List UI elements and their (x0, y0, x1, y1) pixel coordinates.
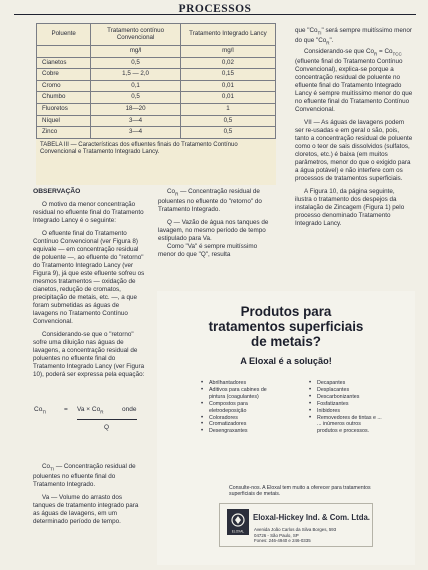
paragraph: VII — As águas de lavagens podem ser re-usadas e em geral o são, pois, tanto a concentração residual de poluente como o teor de sais dissolvidos (sulfatos, cloretos, etc.) é baixa (em muitos parâmetros, menor do que o exigido para a água potável) e não interfere com os processos de tratamentos superficiais. (295, 118, 413, 182)
fraction-bar (77, 419, 137, 420)
ad-headline: Produtos para tratamentos superficiais de metais? (208, 304, 364, 349)
unit-cell: mg/l (91, 46, 181, 58)
ad-subheadline: A Eloxal é a solução! (240, 356, 332, 366)
list-item: • Inibidores (309, 407, 340, 414)
table-row (37, 103, 276, 115)
equation-numerator: $Va \times Co_R$ (77, 406, 104, 415)
column-3 (295, 27, 413, 228)
paragraph: O efluente final do Tratamento Contínuo Convencional (ver Figura 8) equivale — em concentração residual de poluente —, ao efluente do "retorno" do Tratamento Integrado Lancy (ver Figura 9), já que este efluente sofreu os mesmos tratamentos — oxidação de cianetos, redução de cromatos, precipitação de metais, etc. —, a que foram submetidas as águas de lavagens no Tratamento Contínuo Convencional. (33, 230, 145, 325)
col-header-pollutant: Poluente (37, 24, 91, 46)
lancy-value: 0,01 (180, 80, 275, 92)
list-item: • Compostos para (201, 400, 248, 407)
pollutant-name: Níquel (37, 115, 91, 127)
pollutant-name: Cianetos (37, 57, 91, 69)
list-item: • Fosfatizantes (309, 400, 349, 407)
definition: Va — Volume do arrasto dos tanques de tratamento integrado para as águas de lavagens, em um determinado período de tempo. (33, 494, 139, 526)
unit-cell: mg/l (180, 46, 275, 58)
company-name: Eloxal-Hickey Ind. & Com. Ltda. (253, 513, 370, 522)
table-row (37, 115, 276, 127)
list-item: pintura (coagulantes) (209, 393, 259, 400)
paragraph: A Figura 10, da página seguinte, ilustra o tratamento dos despejos da instalação de Zincagem (Figura 1) pelo processo denominado Tratamento Integrado Lancy. (295, 187, 405, 227)
list-item: produtos e processos. (317, 428, 370, 435)
list-item: • Descarbonizantes (309, 393, 360, 400)
lancy-value: 0,01 (180, 92, 275, 104)
table-iii (36, 23, 276, 185)
definition: $Co_R$ — Concentração residual de poluentes no efluente do "retorno" do Tratamento Integrado. (158, 188, 262, 214)
pollutant-name: Cromo (37, 80, 91, 92)
column-2 (158, 188, 276, 259)
conventional-value: 0,5 (91, 57, 181, 69)
list-item: • Removedores de tintas e ... (309, 414, 382, 421)
list-item: • Aditivos para cabines de (201, 386, 267, 393)
conventional-value: 3—4 (91, 115, 181, 127)
conventional-value: 0,5 (91, 92, 181, 104)
company-address: Avenida João Carlos da Silva Borges, 593 04726 - São Paulo, SP Fones: 246-4940 e 246-0335 (254, 527, 337, 544)
list-item: eletrodeposição (209, 407, 247, 414)
paragraph: que "$Co_{TI}$" será sempre muitíssimo menor do que "$Co_R$". (295, 27, 412, 46)
table-caption: TABELA III — Características dos efluentes finais do Tratamento Contínuo Convencional e Tratamento Integrado Lancy. (40, 141, 238, 156)
paragraph: Considerando-se que o "retorno" sofre uma diluição nas águas de lavagens, a concentração residual de poluentes no efluente final do Tratamento Integrado Lancy (ver Figura 10), poderá ser expressa pela equação: (33, 331, 145, 378)
conventional-value: 0,1 (91, 80, 181, 92)
conventional-value: 3—4 (91, 127, 181, 139)
list-item: • Cromatizadores (201, 421, 247, 428)
definition: Q — Vazão de água nos tanques de lavagem, no mesmo período de tempo estipulado para Va. (158, 219, 269, 243)
equation-denominator: Q (104, 424, 110, 431)
paragraph: O motivo da menor concentração residual no efluente final do Tratamento Integrado Lancy é o seguinte: (33, 201, 144, 224)
conventional-value: 1,5 — 2,0 (91, 69, 181, 81)
lancy-value: 0,5 (180, 127, 275, 139)
equation-lhs: $Co_{TI}$ (34, 406, 47, 415)
paragraph: Como "Va" é sempre muitíssimo menor do que "Q", resulta (158, 243, 258, 259)
svg-text:ELOXAL: ELOXAL (231, 529, 245, 534)
list-item: • Coloradores (201, 414, 238, 421)
column-1-definitions (33, 463, 145, 526)
list-item: • Desplacantes (309, 386, 350, 393)
pollutant-name: Fluoretos (37, 103, 91, 115)
lancy-value: 0,5 (180, 115, 275, 127)
definition: $Co_{TI}$ — Concentração residual de poluentes no efluente final do Tratamento Integrado. (33, 463, 136, 489)
lancy-value: 1 (180, 103, 275, 115)
list-item: • Abrilhantadores (201, 380, 247, 386)
conventional-value: 18—20 (91, 103, 181, 115)
product-list-right (309, 380, 409, 435)
ad-consult-text: Consulte-nos. A Eloxal tem muito a oferecer para tratamentos superficiais de metais. (229, 485, 371, 498)
product-list-left (201, 380, 301, 435)
pollutant-name: Chumbo (37, 92, 91, 104)
col-header-lancy: Tratamento Integrado Lancy (180, 24, 275, 46)
paragraph: Considerando-se que $Co_R = Co_{TCC}$ (efluente final do Tratamento Contínuo Convencional), explica-se porque a concentração residual de poluente no efluente final do Tratamento Integrado Lancy é sempre muitíssimo menor do que no efluente final do Tratamento Contínuo Convencional. (295, 47, 413, 113)
lancy-value: 0,02 (180, 57, 275, 69)
table-row (37, 80, 276, 92)
header-rule (14, 14, 416, 15)
list-item: • Decapantes (309, 380, 346, 386)
unit-cell (37, 46, 91, 58)
table-row (37, 57, 276, 69)
list-item: ... inúmeros outros (317, 421, 361, 428)
equation-equals: = (64, 406, 68, 413)
equation (34, 402, 144, 450)
pollutant-table (36, 23, 276, 139)
table-row (37, 69, 276, 81)
section-title: PROCESSOS (178, 3, 252, 15)
observation-heading: OBSERVAÇÃO (33, 188, 81, 195)
col-header-conventional: Tratamento contínuo Convencional (91, 24, 181, 46)
table-row (37, 92, 276, 104)
column-1 (33, 188, 145, 379)
lancy-value: 0,15 (180, 69, 275, 81)
eloxal-logo (227, 509, 249, 535)
eloxal-advertisement (157, 291, 415, 565)
equation-where: onde (122, 406, 137, 413)
list-item: • Desengraxantes (201, 428, 248, 435)
pollutant-name: Cobre (37, 69, 91, 81)
table-row (37, 127, 276, 139)
pollutant-name: Zinco (37, 127, 91, 139)
